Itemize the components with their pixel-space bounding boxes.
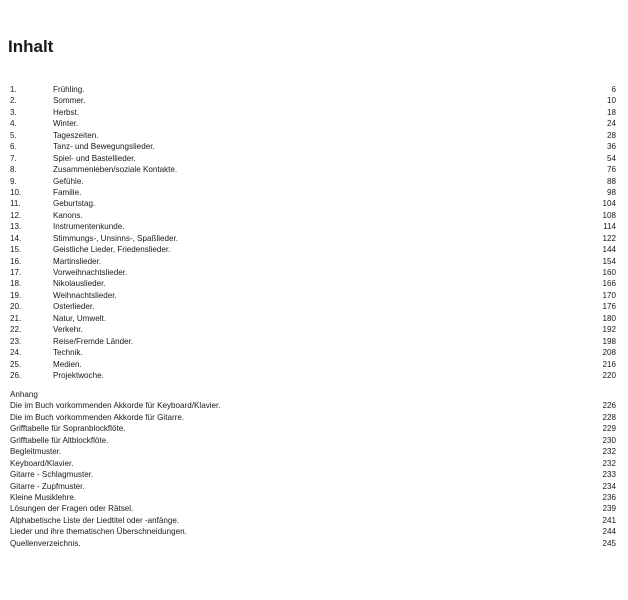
appendix-row bbox=[10, 526, 616, 537]
appendix-heading: Anhang bbox=[10, 390, 38, 399]
chapter-page-number: 28 bbox=[606, 130, 616, 140]
appendix-page-number: 226 bbox=[602, 401, 616, 411]
chapter-number: 7. bbox=[10, 153, 17, 163]
chapter-number: 20. bbox=[10, 302, 22, 312]
appendix-page-number: 245 bbox=[602, 538, 616, 548]
chapter-page-number: 192 bbox=[602, 325, 616, 335]
appendix-page-number: 239 bbox=[602, 504, 616, 514]
appendix-item-title: Begleitmuster. bbox=[10, 447, 62, 457]
chapter-number: 1. bbox=[10, 85, 17, 94]
chapter-page-number: 198 bbox=[602, 336, 616, 346]
page-title: Inhalt bbox=[8, 37, 54, 56]
chapter-number: 2. bbox=[10, 96, 17, 106]
appendix-item-title: Grifftabelle für Altblockflöte. bbox=[10, 435, 109, 445]
chapter-page-number: 170 bbox=[602, 290, 616, 300]
appendix-item-title: Gitarre - Schlagmuster. bbox=[10, 470, 94, 480]
chapter-title: Instrumentenkunde. bbox=[53, 222, 125, 232]
toc-row bbox=[10, 233, 616, 244]
toc-row bbox=[10, 347, 616, 358]
chapter-title: Medien. bbox=[53, 359, 82, 369]
chapter-title: Tageszeiten. bbox=[53, 130, 99, 140]
toc-row bbox=[10, 221, 616, 232]
chapter-title: Zusammenleben/soziale Kontakte. bbox=[53, 165, 178, 175]
chapter-title: Winter. bbox=[53, 119, 79, 129]
chapter-title: Kanons. bbox=[53, 210, 83, 220]
chapter-page-number: 24 bbox=[606, 119, 616, 129]
appendix-page-number: 244 bbox=[602, 527, 616, 537]
appendix-section bbox=[10, 389, 616, 549]
appendix-page-number: 236 bbox=[602, 492, 616, 502]
chapter-page-number: 36 bbox=[606, 142, 616, 152]
toc-row bbox=[10, 244, 616, 255]
appendix-page-number: 232 bbox=[602, 447, 616, 457]
appendix-item-title: Alphabetische Liste der Liedtitel oder -anfänge. bbox=[10, 515, 180, 525]
chapter-title: Nikolauslieder. bbox=[53, 279, 106, 289]
toc-row bbox=[10, 336, 616, 347]
chapter-page-number: 160 bbox=[602, 268, 616, 277]
chapter-number: 22. bbox=[10, 325, 22, 335]
chapter-page-number: 98 bbox=[606, 187, 616, 197]
appendix-row bbox=[10, 446, 616, 457]
chapter-page-number: 104 bbox=[602, 199, 616, 209]
chapter-title: Stimmungs-, Unsinns-, Spaßlieder. bbox=[53, 233, 179, 243]
appendix-row bbox=[10, 492, 616, 503]
toc-row bbox=[10, 187, 616, 198]
chapter-title: Spiel- und Bastellieder. bbox=[53, 153, 136, 163]
toc-row bbox=[10, 313, 616, 324]
toc-row bbox=[10, 95, 616, 106]
appendix-row bbox=[10, 423, 616, 434]
appendix-item-title: Die im Buch vorkommenden Akkorde für Keyboard/Klavier. bbox=[10, 401, 221, 411]
toc-row bbox=[10, 107, 616, 118]
chapter-page-number: 6 bbox=[611, 85, 616, 94]
appendix-item-title: Lösungen der Fragen oder Rätsel. bbox=[10, 504, 134, 514]
toc-row bbox=[10, 256, 616, 267]
appendix-page-number: 234 bbox=[602, 481, 616, 491]
chapter-page-number: 54 bbox=[606, 153, 616, 163]
appendix-page-number: 233 bbox=[602, 470, 616, 480]
chapter-number: 24. bbox=[10, 348, 22, 358]
appendix-row bbox=[10, 538, 616, 549]
toc-row bbox=[10, 198, 616, 209]
chapter-page-number: 208 bbox=[602, 348, 616, 358]
chapter-title: Weihnachtslieder. bbox=[53, 290, 117, 300]
toc-row bbox=[10, 301, 616, 312]
chapter-number: 26. bbox=[10, 370, 22, 380]
chapter-page-number: 18 bbox=[606, 107, 616, 117]
toc-row bbox=[10, 359, 616, 370]
chapter-number: 13. bbox=[10, 222, 22, 232]
appendix-item-title: Die im Buch vorkommenden Akkorde für Gitarre. bbox=[10, 412, 185, 422]
chapter-title: Martinslieder. bbox=[53, 256, 102, 266]
appendix-item-title: Grifftabelle für Sopranblockflöte. bbox=[10, 424, 126, 434]
toc-row bbox=[10, 84, 616, 95]
appendix-item-title: Keyboard/Klavier. bbox=[10, 458, 74, 468]
toc-row bbox=[10, 267, 616, 278]
chapter-number: 21. bbox=[10, 313, 22, 323]
chapter-number: 18. bbox=[10, 279, 22, 289]
chapter-page-number: 176 bbox=[602, 302, 616, 312]
chapter-title: Vorweihnachtslieder. bbox=[53, 268, 128, 277]
chapter-page-number: 10 bbox=[606, 96, 616, 106]
chapter-page-number: 220 bbox=[602, 370, 616, 380]
toc-row bbox=[10, 290, 616, 301]
toc-row bbox=[10, 141, 616, 152]
appendix-page-number: 241 bbox=[602, 515, 616, 525]
appendix-row bbox=[10, 435, 616, 446]
appendix-row bbox=[10, 458, 616, 469]
chapter-number: 10. bbox=[10, 187, 22, 197]
chapter-number: 14. bbox=[10, 233, 22, 243]
table-of-contents bbox=[10, 84, 616, 381]
chapter-title: Geburtstag. bbox=[53, 199, 96, 209]
chapter-page-number: 166 bbox=[602, 279, 616, 289]
appendix-row bbox=[10, 400, 616, 411]
chapter-title: Reise/Fremde Länder. bbox=[53, 336, 134, 346]
chapter-page-number: 88 bbox=[606, 176, 616, 186]
appendix-item-title: Gitarre - Zupfmuster. bbox=[10, 481, 85, 491]
appendix-item-title: Lieder und ihre thematischen Überschneidungen. bbox=[10, 527, 187, 537]
chapter-title: Sommer. bbox=[53, 96, 86, 106]
chapter-number: 6. bbox=[10, 142, 17, 152]
appendix-list bbox=[10, 400, 616, 549]
chapter-title: Geistliche Lieder, Friedenslieder. bbox=[53, 245, 171, 255]
chapter-page-number: 114 bbox=[603, 222, 616, 232]
chapter-number: 5. bbox=[10, 130, 17, 140]
appendix-row bbox=[10, 503, 616, 514]
chapter-title: Herbst. bbox=[53, 107, 80, 117]
appendix-row bbox=[10, 412, 616, 423]
chapter-page-number: 144 bbox=[602, 245, 616, 255]
appendix-item-title: Quellenverzeichnis. bbox=[10, 538, 81, 548]
chapter-number: 9. bbox=[10, 176, 17, 186]
toc-row bbox=[10, 210, 616, 221]
chapter-title: Osterlieder. bbox=[53, 302, 95, 312]
chapter-title: Familie. bbox=[53, 187, 82, 197]
chapter-title: Gefühle. bbox=[53, 176, 84, 186]
appendix-item-title: Kleine Musiklehre. bbox=[10, 492, 77, 502]
chapter-number: 15. bbox=[10, 245, 22, 255]
chapter-title: Frühling. bbox=[53, 85, 85, 94]
chapter-page-number: 216 bbox=[602, 359, 616, 369]
chapter-number: 11. bbox=[10, 199, 21, 209]
appendix-page-number: 229 bbox=[602, 424, 616, 434]
chapter-number: 25. bbox=[10, 359, 22, 369]
toc-row bbox=[10, 130, 616, 141]
chapter-number: 4. bbox=[10, 119, 17, 129]
chapter-number: 19. bbox=[10, 290, 22, 300]
chapter-number: 8. bbox=[10, 165, 17, 175]
chapter-page-number: 122 bbox=[602, 233, 616, 243]
chapter-page-number: 108 bbox=[602, 210, 616, 220]
appendix-row bbox=[10, 481, 616, 492]
appendix-page-number: 230 bbox=[602, 435, 616, 445]
chapter-title: Technik. bbox=[53, 348, 83, 358]
appendix-page-number: 228 bbox=[602, 412, 616, 422]
chapter-number: 17. bbox=[10, 268, 22, 277]
chapter-page-number: 180 bbox=[602, 313, 616, 323]
chapter-number: 3. bbox=[10, 107, 17, 117]
toc-row bbox=[10, 118, 616, 129]
toc-row bbox=[10, 164, 616, 175]
toc-row bbox=[10, 153, 616, 164]
toc-row bbox=[10, 370, 616, 381]
chapter-page-number: 154 bbox=[602, 256, 616, 266]
chapter-title: Projektwoche. bbox=[53, 370, 104, 380]
chapter-number: 16. bbox=[10, 256, 22, 266]
chapter-page-number: 76 bbox=[606, 165, 616, 175]
chapter-number: 12. bbox=[10, 210, 22, 220]
chapter-title: Tanz- und Bewegungslieder. bbox=[53, 142, 155, 152]
toc-row bbox=[10, 324, 616, 335]
appendix-page-number: 232 bbox=[602, 458, 616, 468]
toc-row bbox=[10, 278, 616, 289]
chapter-title: Natur, Umwelt. bbox=[53, 313, 107, 323]
chapter-number: 23. bbox=[10, 336, 22, 346]
appendix-row bbox=[10, 469, 616, 480]
chapter-title: Verkehr. bbox=[53, 325, 83, 335]
toc-row bbox=[10, 176, 616, 187]
appendix-row bbox=[10, 515, 616, 526]
